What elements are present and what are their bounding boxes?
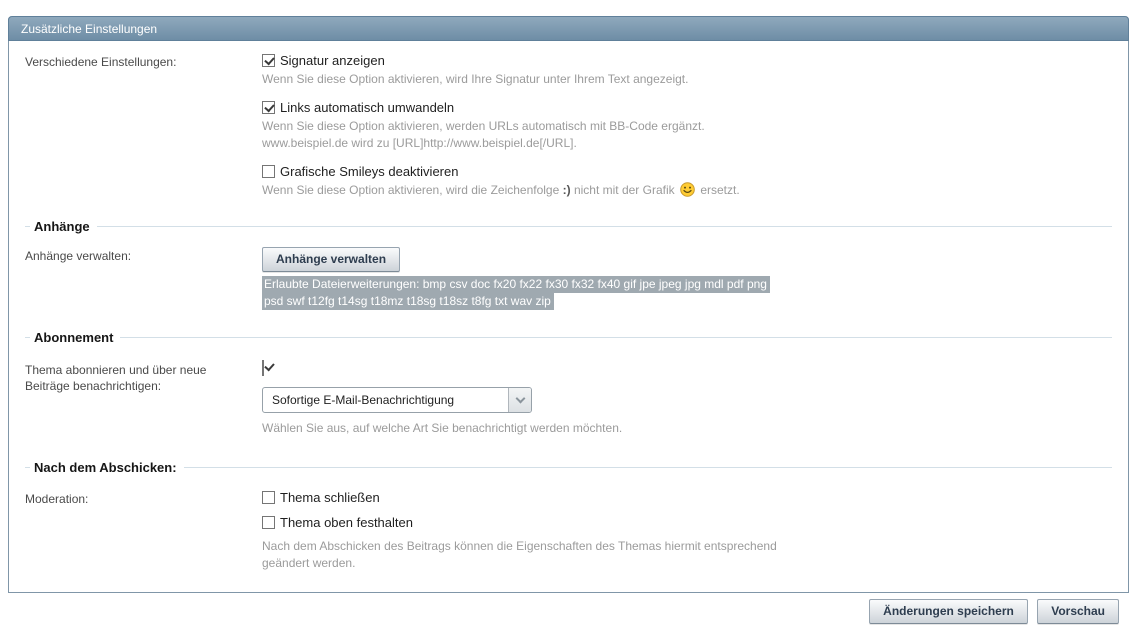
disable-smileys-desc-prefix: Wenn Sie diese Option aktivieren, wird die Zeichenfolge — [262, 183, 563, 197]
after-submit-section-heading — [25, 460, 1112, 475]
smiley-icon — [680, 182, 695, 197]
subscription-description: Wählen Sie aus, auf welche Art Sie benachrichtigt werden möchten. — [262, 421, 623, 435]
option-pin-thread — [262, 515, 1112, 530]
disable-smileys-desc-mid: nicht mit der Grafik — [570, 183, 678, 197]
option-disable-smileys — [262, 164, 1112, 199]
misc-settings-label: Verschiedene Einstellungen: — [25, 55, 177, 69]
panel-header — [8, 16, 1129, 41]
allowed-extensions-text — [262, 276, 1112, 310]
subscription-label — [25, 361, 262, 394]
notification-type-select[interactable] — [262, 387, 532, 413]
auto-convert-links-label: Links automatisch umwandeln — [280, 100, 455, 115]
disable-smileys-desc-suffix: ersetzt. — [696, 183, 740, 197]
auto-convert-links-description: Wenn Sie diese Option aktivieren, werden URLs automatisch mit BB-Code ergänzt. — [262, 119, 705, 133]
subscription-label-line1: Thema abonnieren und über neue — [25, 363, 207, 377]
pin-thread-checkbox[interactable] — [262, 516, 275, 529]
panel-title: Zusätzliche Einstellungen — [21, 21, 158, 36]
preview-button[interactable]: Vorschau — [1037, 599, 1119, 624]
allowed-extensions-line1: Erlaubte Dateierweiterungen: bmp csv doc fx20 fx22 fx30 fx32 fx40 gif jpe jpeg jpg mdl pdf png — [262, 276, 770, 293]
option-show-signature — [262, 53, 1112, 88]
save-changes-button[interactable]: Änderungen speichern — [869, 599, 1028, 624]
option-auto-convert-links — [262, 100, 1112, 152]
panel-body — [9, 40, 1128, 592]
show-signature-description: Wenn Sie diese Option aktivieren, wird Ihre Signatur unter Ihrem Text angezeigt. — [262, 72, 689, 86]
misc-settings-options — [262, 53, 1112, 199]
option-close-thread — [262, 490, 1112, 505]
allowed-extensions-line2: psd swf t12fg t14sg t18mz t18sg t18sz t8fg txt wav zip — [262, 293, 554, 310]
moderation-description: Nach dem Abschicken des Beitrags können die Eigenschaften des Themas hiermit entsprechend geändert werden. — [262, 539, 777, 570]
moderation-label: Moderation: — [25, 492, 89, 506]
disable-smileys-description — [262, 182, 1112, 199]
close-thread-checkbox[interactable] — [262, 491, 275, 504]
show-signature-label: Signatur anzeigen — [280, 53, 385, 68]
show-signature-checkbox[interactable] — [262, 54, 275, 67]
subscription-label-line2: Beiträge benachrichtigen: — [25, 379, 162, 393]
smiley-code-text: :) — [562, 183, 571, 197]
disable-smileys-checkbox[interactable] — [262, 165, 275, 178]
attachments-row — [25, 247, 1112, 310]
auto-convert-links-description-2: www.beispiel.de wird zu [URL]http://www.beispiel.de[/URL]. — [262, 136, 577, 150]
auto-convert-links-checkbox[interactable] — [262, 101, 275, 114]
chevron-down-icon — [515, 393, 525, 403]
after-submit-section-title: Nach dem Abschicken: — [34, 460, 177, 475]
select-dropdown-button[interactable] — [508, 388, 531, 412]
additional-settings-panel — [8, 16, 1129, 593]
subscribe-checkbox[interactable] — [262, 360, 264, 376]
notification-type-value: Sofortige E-Mail-Benachrichtigung — [272, 393, 455, 407]
manage-attachments-button[interactable]: Anhänge verwalten — [262, 247, 400, 272]
form-footer — [8, 599, 1129, 624]
attachments-section-heading — [25, 219, 1112, 234]
attachments-section-title: Anhänge — [34, 219, 90, 234]
subscription-section-title: Abonnement — [34, 330, 114, 345]
pin-thread-label: Thema oben festhalten — [280, 515, 413, 530]
subscription-row — [25, 361, 1112, 437]
moderation-row — [25, 490, 1112, 572]
misc-settings-row — [25, 53, 1112, 199]
disable-smileys-label: Grafische Smileys deaktivieren — [280, 164, 459, 179]
close-thread-label: Thema schließen — [280, 490, 380, 505]
attachments-label: Anhänge verwalten: — [25, 249, 132, 263]
subscription-section-heading — [25, 330, 1112, 345]
